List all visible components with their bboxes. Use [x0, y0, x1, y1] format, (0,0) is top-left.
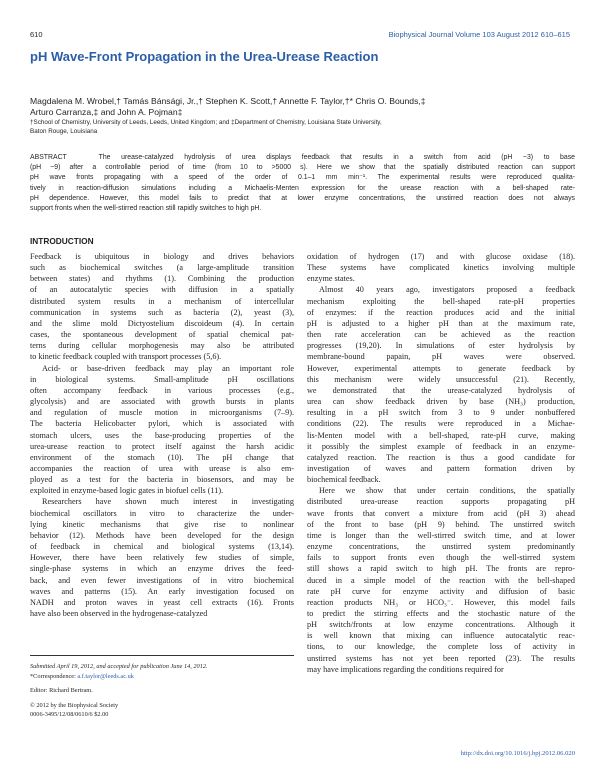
- text-line: reaction products NH₃ or HCO₃⁻. However, this model fails: [307, 597, 575, 607]
- text-line: enzyme concentrations, the unstirred system predominantly: [307, 542, 575, 552]
- text-line: tions, to our knowledge, the complete loss of activity in: [307, 642, 575, 652]
- text-line: in biological systems. Small-amplitude pH oscillations: [30, 374, 294, 384]
- text-line: pH is adjusted to a higher pH than at the maximum rate,: [307, 318, 575, 328]
- text-line: lis-Menten model with a bell-shaped, rate-pH curve, making: [307, 430, 575, 440]
- affiliation-line-1: †School of Chemistry, University of Leeds, Leeds, United Kingdom; and ‡Department of Chemistry, Louisiana State University,: [30, 119, 382, 126]
- text-line: exploited in enzyme-based logic gates in biofuel cells (11).: [30, 486, 224, 496]
- text-line: The bacteria Helicobacter pylori, which is associated with: [30, 419, 294, 429]
- text-line: duced in a simple model of the reaction with the bell-shaped: [307, 575, 575, 585]
- text-line: membrane-bound papain, pH waves were observed.: [307, 352, 575, 362]
- running-header: [30, 30, 570, 42]
- text-line: we demonstrated that the urease-catalyzed hydrolysis of: [307, 385, 575, 395]
- text-line: it possibly the simplest example of feedback in an enzyme-: [307, 441, 575, 451]
- text-line: distributed system results in a mechanism of intercellular: [30, 296, 294, 306]
- text-line: single-phase systems in which an enzyme drives the feed-: [30, 564, 294, 574]
- text-line: have also been observed in the hydrogenase-catalyzed: [30, 609, 208, 618]
- text-line: this mechanism were widely unsuccessful (21). Recently,: [307, 374, 575, 384]
- text-line: ployed as a test for the bacteria in biosensors, and may be: [30, 475, 294, 485]
- abstract-line: (pH ~9) after a controllable period of time (from 10 to >5000 s). Here we show that the spatially distributed reaction can support: [30, 164, 575, 172]
- text-line: fails to support fronts even though the well-stirred system: [307, 553, 575, 563]
- text-line: environment of the stomach (10). The pH change that: [30, 452, 294, 462]
- text-line: oxidation of hydrogen (17) and with glucose oxidase (18).: [307, 252, 575, 261]
- text-line: still shows a rapid switch to high pH. The fronts are repro-: [307, 564, 575, 574]
- correspondence-email-link[interactable]: a.f.taylor@leeds.ac.uk: [77, 672, 134, 680]
- text-line: time is longer than the well-stirred switch time, and at lower: [307, 530, 575, 540]
- text-line: accompanies the reaction of urea with urease is also em-: [30, 463, 294, 473]
- text-line: Feedback is ubiquitous in biology and drives behaviors: [30, 252, 294, 261]
- text-line: mechanism exploiting the bell-shaped rate-pH properties: [307, 296, 575, 306]
- authors-line-2: Arturo Carranza,‡ and John A. Pojman‡: [30, 107, 183, 117]
- text-line: to kinetic feedback coupled with transport processes (5,6).: [30, 352, 222, 362]
- text-line: and regulation of muscle motion in microorganisms (7–9).: [30, 408, 294, 418]
- section-heading-introduction: INTRODUCTION: [30, 236, 94, 246]
- text-line: stomach ulcers, uses the base-producing properties of the: [30, 430, 294, 440]
- text-line: Acid- or base-driven feedback may play an important role: [42, 363, 294, 373]
- text-line: investigation of waves and pattern formation driven by: [307, 463, 575, 473]
- abstract: [30, 153, 575, 214]
- text-line: of enzymes: if the reaction produces acid and the initial: [307, 307, 575, 317]
- text-line: urea-urease reaction to protect itself against the harsh acidic: [30, 441, 294, 451]
- text-line: However, there have been relatively few studies of simple,: [30, 553, 294, 563]
- abstract-line: support fronts when the well-stirred reaction still rapidly switches to high pH.: [30, 205, 262, 213]
- abstract-line: pH dependence. However, this model fails to predict that at lower enzyme concentrations, the unstirred reaction does not always: [30, 194, 575, 202]
- text-line: progresses (19,20). In simulations of ester hydrolysis by: [307, 341, 575, 351]
- text-line: catalyzed reaction. The reaction is thus a good candidate for: [307, 452, 575, 462]
- journal-citation: Biophysical Journal Volume 103 August 2012 610–615: [388, 30, 570, 39]
- abstract-first-line: The urease-catalyzed hydrolysis of urea displays feedback that results in a switch from acid (pH ~3) to base: [98, 154, 575, 161]
- text-line: Here we show that under certain conditions, the spatially: [319, 486, 575, 496]
- authors-line-1: Magdalena M. Wrobel,† Tamás Bánsági, Jr.,† Stephen K. Scott,† Annette F. Taylor,†* Chris O. Bounds,‡: [30, 96, 426, 106]
- abstract-line: [30, 153, 575, 163]
- text-line: then rate acceleration can be achieved as the reaction: [307, 330, 575, 340]
- affiliations: [30, 118, 575, 136]
- text-line: and the slime mold Dictyostelium discoideum (4). In certain: [30, 318, 294, 328]
- text-line: of an autocatalytic species with diffusion in a spatially: [30, 285, 294, 295]
- text-line: conditions (22). The results were reproduced in a Michae-: [307, 419, 575, 429]
- correspondence: [30, 672, 294, 682]
- text-line: urea can show feedback driven by base (NH₃) production,: [307, 397, 575, 407]
- text-line: such as biochemical switches (a large-amplitude transition: [30, 263, 294, 273]
- text-line: enzyme states.: [307, 274, 355, 284]
- affiliation-line-2: Baton Rouge, Louisiana: [30, 128, 98, 135]
- right-column: [307, 251, 575, 675]
- left-column: [30, 251, 294, 619]
- author-list: [30, 96, 575, 118]
- abstract-label: ABSTRACT: [30, 154, 67, 161]
- copyright: © 2012 by the Biophysical Society: [30, 701, 119, 709]
- text-line: unstirred systems has not yet been reported (23). The results: [307, 653, 575, 663]
- text-line: cases, the spontaneous development of spatial chemical pat-: [30, 330, 294, 340]
- text-line: rate pH curve for enzyme activity and diffusion of basic: [307, 586, 575, 596]
- text-line: to predict the stirring effects and the stochastic nature of the: [307, 609, 575, 618]
- text-line: of feedback in chemical and biological systems (13,14).: [30, 542, 294, 552]
- footnotes: [30, 655, 294, 720]
- text-line: terns during cellular morphogenesis may also be attributed: [30, 341, 294, 351]
- text-line: biochemical feedback.: [307, 475, 381, 485]
- text-line: NADH and proton waves in yeast cell extracts (16). Fronts: [30, 597, 294, 607]
- text-line: is well known that mixing can influence autocatalytic reac-: [307, 631, 575, 641]
- doi-link[interactable]: http://dx.doi.org/10.1016/j.bpj.2012.06.020: [460, 750, 575, 757]
- text-line: Almost 40 years ago, investigators proposed a feedback: [319, 285, 575, 295]
- editor-note: Editor: Richard Bertram.: [30, 687, 93, 695]
- text-line: often accompany feedback in various processes (e.g.,: [30, 385, 294, 395]
- text-line: back, and even fewer investigations of in vitro biochemical: [30, 575, 294, 585]
- article-title: pH Wave-Front Propagation in the Urea-Urease Reaction: [30, 49, 379, 64]
- text-line: glycolysis) and are associated with growth bursts in plants: [30, 397, 294, 407]
- page-number: 610: [30, 30, 43, 39]
- text-line: may have implications regarding the conditions required for: [307, 664, 504, 674]
- footnote-rule: [30, 655, 294, 656]
- text-line: wave fronts that convert a mixture from acid (pH 3) ahead: [307, 508, 575, 518]
- text-line: communication in systems such as bacteria (2), yeast (3),: [30, 307, 294, 317]
- text-line: biochemical oscillators in vitro to characterize the under-: [30, 508, 294, 518]
- issn: 0006-3495/12/08/0610/6 $2.00: [30, 711, 109, 719]
- text-line: waves and patterns (15). An early investigation focused on: [30, 586, 294, 596]
- text-line: Researchers have shown much interest in investigating: [42, 497, 294, 507]
- text-line: These systems have complicated kinetics involving multiple: [307, 263, 575, 273]
- text-line: between states) and rhythms (1). Combining the production: [30, 274, 294, 284]
- text-line: behavior (12). Methods have been developed for the design: [30, 530, 294, 540]
- text-line: of the front to base (pH 9) behind. The unstirred switch: [307, 519, 575, 529]
- text-line: resulting in a pH switch from 3 to 9 under nonbuffered: [307, 408, 575, 418]
- correspondence-label: *Correspondence:: [30, 672, 78, 680]
- submission-dates: Submitted April 19, 2012, and accepted for publication June 14, 2012.: [30, 663, 208, 670]
- text-line: However, experimental attempts to generate feedback by: [307, 363, 575, 373]
- text-line: distributed urea-urease reaction supports propagating pH: [307, 497, 575, 507]
- text-line: pH switch/fronts at low enzyme concentrations. Although it: [307, 620, 575, 630]
- text-line: lying kinetic mechanisms that give rise to nonlinear: [30, 519, 294, 529]
- abstract-line: tively in reaction-diffusion simulations including a Michaelis-Menten expression for the urease reaction with a bell-shaped rate-: [30, 184, 575, 192]
- abstract-line: pH wave fronts propagating with a speed of the order of 0.1–1 mm min⁻¹. The experimental results were reproduced qualita-: [30, 174, 575, 182]
